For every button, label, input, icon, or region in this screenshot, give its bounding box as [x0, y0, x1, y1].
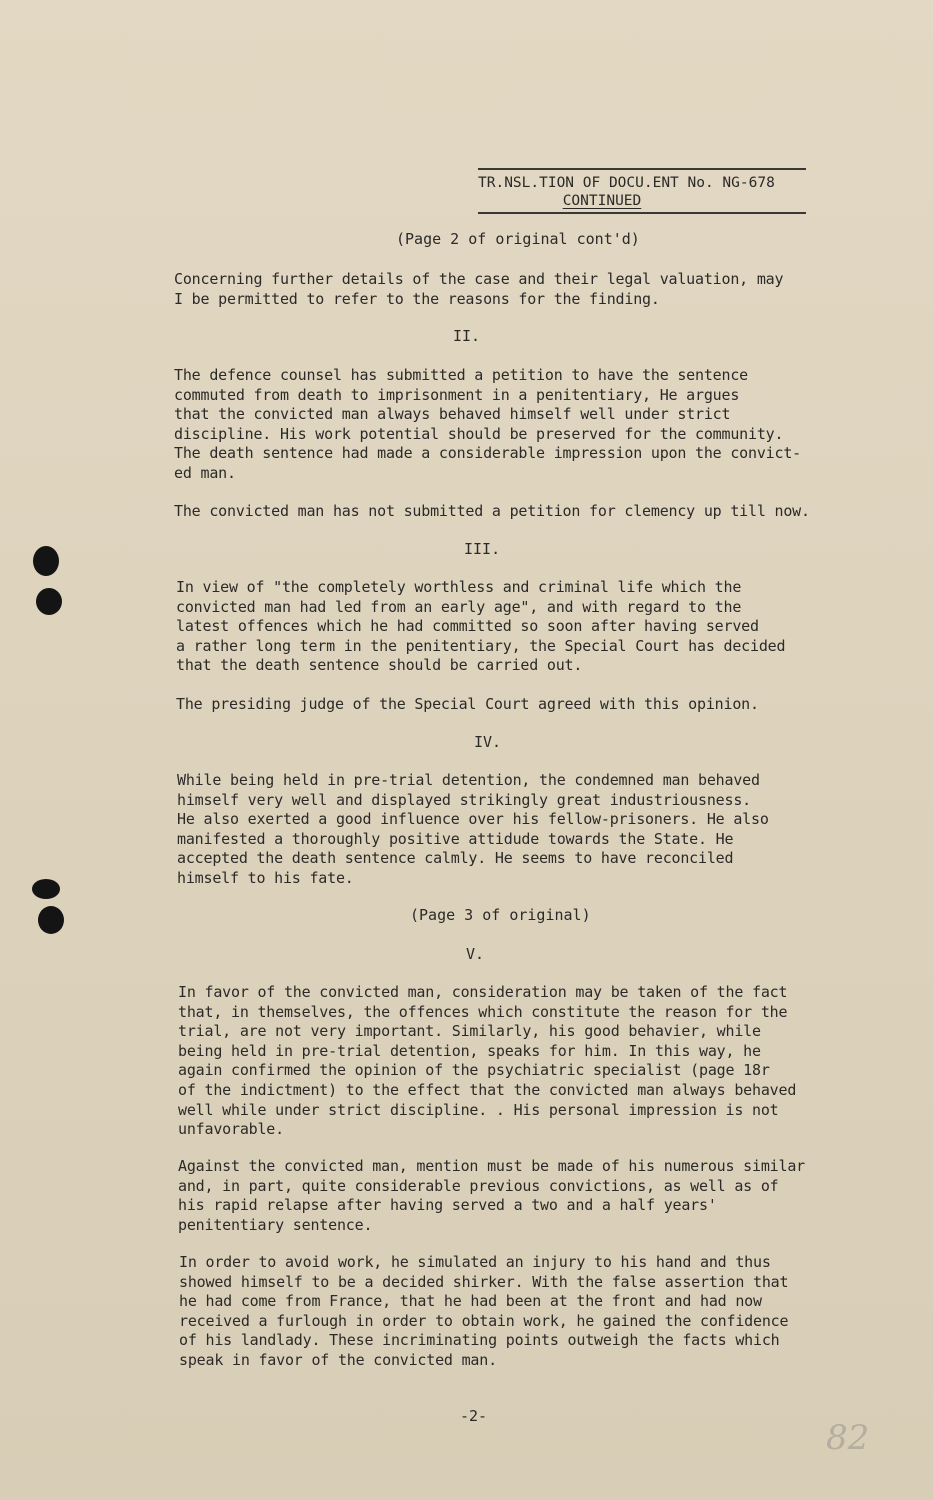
- page-reference: (Page 3 of original): [410, 906, 591, 924]
- text-line: Concerning further details of the case and their legal valuation, may: [174, 270, 784, 288]
- text-line: I be permitted to refer to the reasons for the finding.: [174, 289, 660, 308]
- text-line: that, in themselves, the offences which constitute the reason for the: [178, 1002, 788, 1021]
- text-line: received a furlough in order to obtain work, he gained the confidence: [179, 1311, 789, 1330]
- text-line: and, in part, quite considerable previous convictions, as well as of: [178, 1176, 779, 1195]
- page-number: -2-: [460, 1407, 488, 1425]
- text-line: that the death sentence should be carried out.: [176, 656, 583, 675]
- section-heading: III.: [464, 540, 501, 558]
- text-line: In favor of the convicted man, consideration may be taken of the fact: [178, 983, 788, 1001]
- text-line: being held in pre-trial detention, speaks for him. In this way, he: [178, 1041, 761, 1060]
- paragraph-against: [178, 1157, 805, 1235]
- text-line: He also exerted a good influence over his fellow-prisoners. He also: [177, 810, 769, 829]
- text-line: showed himself to be a decided shirker. With the false assertion that: [179, 1272, 789, 1291]
- punch-hole: [33, 546, 59, 576]
- text-line: The presiding judge of the Special Court agreed with this opinion.: [176, 695, 759, 713]
- punch-hole: [38, 906, 64, 934]
- text-line: unfavorable.: [178, 1120, 284, 1139]
- text-line: trial, are not very important. Similarly, his good behavier, while: [178, 1022, 761, 1041]
- text-line: well while under strict discipline. . His personal impression is not: [178, 1100, 779, 1119]
- paragraph-intro: [174, 270, 783, 309]
- text-line: In order to avoid work, he simulated an injury to his hand and thus: [179, 1253, 771, 1271]
- punch-hole: [32, 879, 60, 899]
- text-line: ed man.: [174, 463, 236, 482]
- text-line: commuted from death to imprisonment in a penitentiary, He argues: [174, 385, 740, 404]
- text-line: again confirmed the opinion of the psychiatric specialist (page 18r: [178, 1061, 770, 1080]
- paragraph-defence: [174, 366, 801, 484]
- text-line: he had come from France, that he had been at the front and had now: [179, 1292, 762, 1311]
- text-line: of the indictment) to the effect that the convicted man always behaved: [178, 1080, 797, 1099]
- punch-hole: [36, 588, 62, 615]
- page-reference: (Page 2 of original cont'd): [396, 230, 640, 248]
- section-heading: IV.: [474, 733, 502, 751]
- text-line: latest offences which he had committed so soon after having served: [176, 617, 759, 636]
- section-heading: V.: [466, 945, 485, 963]
- document-header: [478, 168, 806, 214]
- text-line: discipline. His work potential should be preserved for the community.: [174, 424, 784, 443]
- text-line: The death sentence had made a considerable impression upon the convict-: [174, 444, 801, 463]
- paragraph-detention: [177, 771, 769, 889]
- text-line: a rather long term in the penitentiary, the Special Court has decided: [176, 636, 786, 655]
- text-line: himself very well and displayed strikingly great industriousness.: [177, 790, 751, 809]
- text-line: manifested a thoroughly positive attidude towards the State. He: [177, 829, 734, 848]
- text-line: In view of "the completely worthless and criminal life which the: [176, 578, 742, 596]
- text-line: accepted the death sentence calmly. He seems to have reconciled: [177, 849, 734, 868]
- text-line: penitentiary sentence.: [178, 1215, 373, 1234]
- text-line: himself to his fate.: [177, 868, 354, 887]
- section-heading: II.: [453, 327, 481, 345]
- paragraph-view: [176, 578, 785, 676]
- text-line: his rapid relapse after having served a two and a half years': [178, 1196, 717, 1215]
- pencil-annotation: 82: [826, 1418, 870, 1458]
- text-line: Against the convicted man, mention must be made of his numerous similar: [178, 1157, 805, 1175]
- text-line: While being held in pre-trial detention, the condemned man behaved: [177, 771, 760, 789]
- paragraph-avoid: [179, 1253, 788, 1371]
- paragraph-no-petition: [174, 502, 810, 522]
- text-line: The convicted man has not submitted a petition for clemency up till now.: [174, 502, 810, 520]
- text-line: convicted man had led from an early age", and with regard to the: [176, 597, 742, 616]
- paragraph-favor: [178, 983, 796, 1140]
- header-title: TR.NSL.TION OF DOCU.ENT No. NG-678: [478, 175, 775, 191]
- paragraph-judge: [176, 695, 759, 715]
- text-line: The defence counsel has submitted a petition to have the sentence: [174, 366, 748, 384]
- text-line: speak in favor of the convicted man.: [179, 1350, 497, 1369]
- text-line: of his landlady. These incriminating points outweigh the facts which: [179, 1331, 780, 1350]
- text-line: that the convicted man always behaved himself well under strict: [174, 405, 731, 424]
- header-subtitle: CONTINUED: [562, 193, 642, 209]
